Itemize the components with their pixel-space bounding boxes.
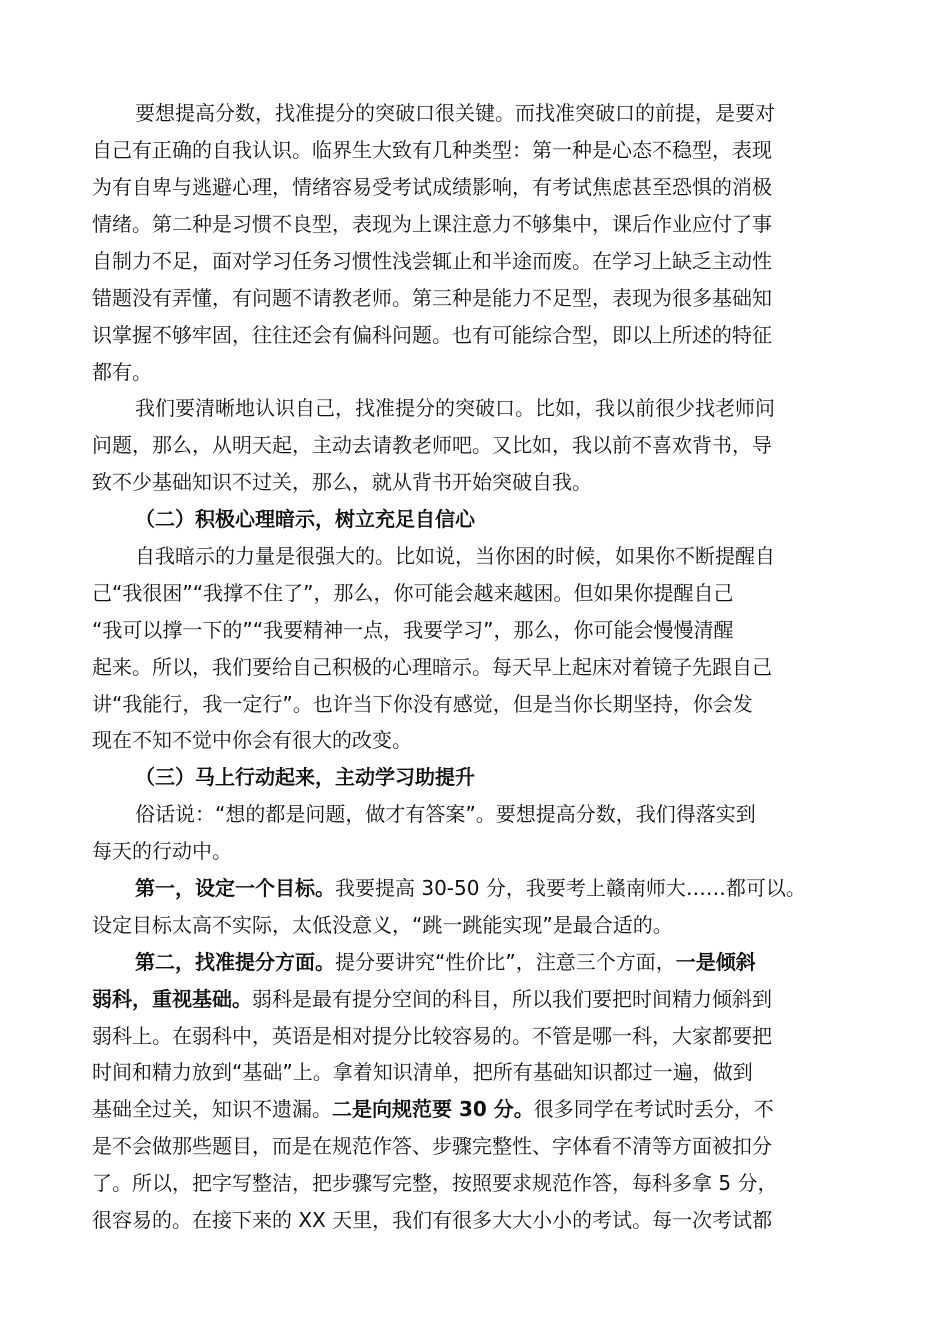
- text-line: 错题没有弄懂，有问题不请教老师。第三种是能力不足型，表现为很多基础知: [92, 286, 772, 310]
- text-line: 第一，设定一个目标。我要提高 30-50 分，我要考上赣南师大……都可以。: [135, 876, 806, 900]
- text-line: 第二，找准提分方面。提分要讲究“性价比”，注意三个方面，一是倾斜: [135, 950, 756, 974]
- text-line: 己“我很困”“我撑不住了”，那么，你可能会越来越困。但如果你提醒自己: [92, 581, 734, 605]
- text-line: 每天的行动中。: [92, 839, 232, 863]
- text-line: 自我暗示的力量是很强大的。比如说，当你困的时候，如果你不断提醒自: [135, 544, 775, 568]
- text-line: 是不会做那些题目，而是在规范作答、步骤完整性、字体看不清等方面被扣分: [92, 1134, 772, 1158]
- text-line: 很容易的。在接下来的 XX 天里，我们有很多大大小小的考试。每一次考试都: [92, 1208, 773, 1232]
- section-heading: （三）马上行动起来，主动学习助提升: [135, 765, 475, 789]
- text-line: 了。所以，把字写整洁，把步骤写完整，按照要求规范作答，每科多拿 5 分，: [92, 1171, 778, 1195]
- text-line: 俗话说：“想的都是问题，做才有答案”。要想提高分数，我们得落实到: [135, 802, 756, 826]
- text-line: 讲“我能行，我一定行”。也许当下你没有感觉，但是当你长期坚持，你会发: [92, 692, 753, 716]
- text-line: 弱科，重视基础。弱科是最有提分空间的科目，所以我们要把时间精力倾斜到: [92, 987, 772, 1011]
- text-line: 设定目标太高不实际，太低没意义，“跳一跳能实现”是最合适的。: [92, 913, 673, 937]
- text-line: 起来。所以，我们要给自己积极的心理暗示。每天早上起床对着镜子先跟自己: [92, 655, 772, 679]
- text-line: 致不少基础知识不过关，那么，就从背书开始突破自我。: [92, 470, 592, 494]
- text-line: 现在不知不觉中你会有很大的改变。: [92, 728, 412, 752]
- text-line: 要想提高分数，找准提分的突破口很关键。而找准突破口的前提，是要对: [135, 101, 775, 125]
- text-line: 自制力不足，面对学习任务习惯性浅尝辄止和半途而废。在学习上缺乏主动性: [92, 249, 772, 273]
- text-line: 识掌握不够牢固，往往还会有偏科问题。也有可能综合型，即以上所述的特征: [92, 323, 772, 347]
- text-line: 弱科上。在弱科中，英语是相对提分比较容易的。不管是哪一科，大家都要把: [92, 1024, 772, 1048]
- text-line: 问题，那么，从明天起，主动去请教老师吧。又比如，我以前不喜欢背书，导: [92, 433, 772, 457]
- section-heading: （二）积极心理暗示，树立充足自信心: [135, 507, 475, 531]
- text-line: 自己有正确的自我认识。临界生大致有几种类型：第一种是心态不稳型，表现: [92, 138, 772, 162]
- text-line: 我们要清晰地认识自己，找准提分的突破口。比如，我以前很少找老师问: [135, 396, 775, 420]
- text-line: “我可以撑一下的”“我要精神一点，我要学习”，那么，你可能会慢慢清醒: [92, 618, 734, 642]
- text-line: 情绪。第二种是习惯不良型，表现为上课注意力不够集中，课后作业应付了事: [92, 212, 772, 236]
- text-line: 时间和精力放到“基础”上。拿着知识清单，把所有基础知识都过一遍，做到: [92, 1060, 753, 1084]
- text-line: 为有自卑与逃避心理，情绪容易受考试成绩影响，有考试焦虑甚至恐惧的消极: [92, 175, 772, 199]
- text-line: 基础全过关，知识不遗漏。二是向规范要 30 分。很多同学在考试时丢分，不: [92, 1097, 774, 1121]
- text-line: 都有。: [92, 360, 152, 384]
